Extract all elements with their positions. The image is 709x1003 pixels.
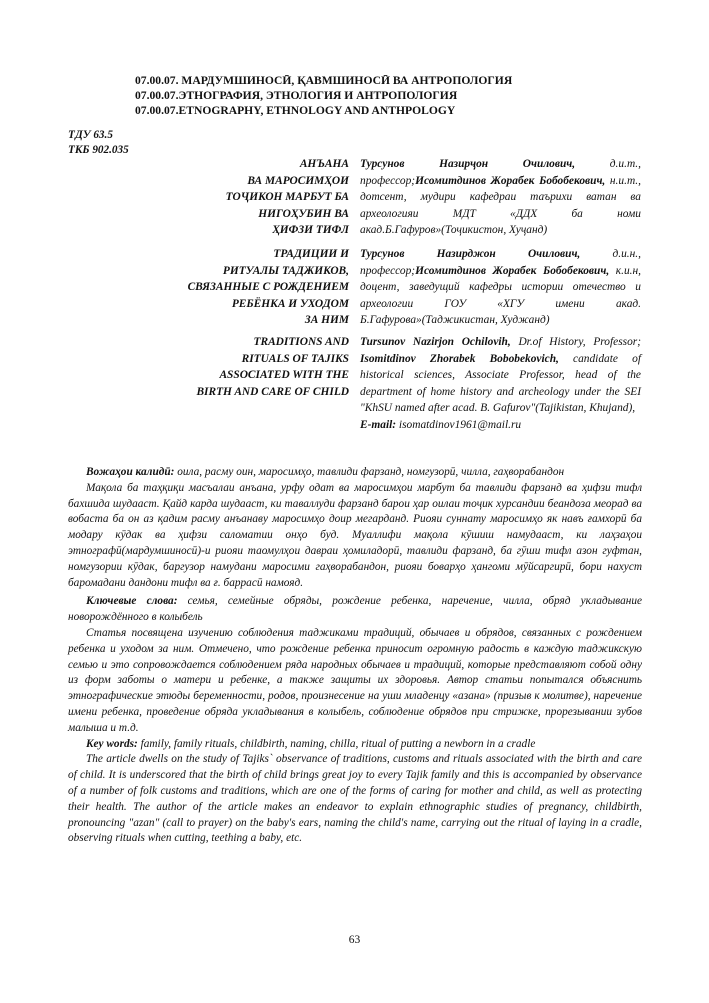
bbk-code: ТКБ 902.035	[68, 144, 129, 156]
abstract-tajik: Мақола ба таҳқиқи масъалаи анъана, урфу одат ва маросимҳои марбут ба тавлиди фарзанд ва ҳифзи тифл бахшида шудааст. Қайд карда шудааст, ки таваллуди фарзанд барои ҳар оилаи тоҷик хурсандии беандоза меорад ва вобаста ба он аз қадим расму анъанаву маросимҳо доир мегарданд. Риояи суннату маросимҳо як навъ ғамхорӣ ба модару кӯдак ва ҳифзи саломатии онҳо буд. Муаллифи мақола кӯшиш намудааст, ки лаҳзаҳои этнографӣ(мардумшиносӣ)-и риояи таомулҳои давраи ҳомиладорӣ, тавлиди фарзанд, ба гӯши тифл азон гуфтан, номгузории кӯдак, баргузор намудани маросими гаҳворабандон, риояи боварҳо ҳангоми мӯйсаргирӣ, бори нахуст баромадани дандони тифл ва ғ. баррасӣ намояд.	[68, 481, 642, 589]
author-name: Исомитдинов Жорабек Бобобекович,	[415, 174, 606, 187]
author-name: Tursunov Nazirjon Ochilovih,	[360, 336, 511, 348]
authors-english	[360, 334, 641, 433]
keywords-text: family, family rituals, childbirth, naming, chilla, ritual of putting a newborn in a cradle	[137, 737, 536, 750]
title-line: РИТУАЛЫ ТАДЖИКОВ,	[222, 264, 349, 277]
keywords-russian	[68, 594, 642, 626]
title-line: НИГОҲУБИН ВА	[258, 207, 349, 220]
keywords-label: Key words:	[86, 737, 138, 750]
author-degree: д.и.н., профессор;	[360, 248, 641, 277]
title-line: ТОҶИКОН МАРБУТ БА	[225, 191, 349, 203]
keywords-label: Ключевые слова:	[86, 595, 178, 608]
keywords-text: оила, расму оин, маросимҳо, тавлиди фарзанд, номгузорӣ, чилла, гаҳворабандон	[174, 466, 565, 478]
title-line: ТРАДИЦИИ И	[273, 248, 349, 260]
authors-tajik	[360, 156, 641, 239]
section-heading-russian: 07.00.07.ЭТНОГРАФИЯ, ЭТНОЛОГИЯ И АНТРОПОЛОГИЯ	[135, 89, 458, 102]
authors-russian	[360, 246, 641, 329]
title-russian	[140, 246, 349, 329]
title-line: BIRTH AND CARE OF CHILD	[196, 385, 349, 398]
email-address[interactable]: isomatdinov1961@mail.ru	[396, 418, 522, 431]
author-affiliation: candidate of historical sciences, Associate Professor, head of the department of home history and archeology under the SEI "KhSU named after acad. B. Gafurov"(Tajikistan, Khujand),	[360, 352, 641, 414]
section-heading-tajik: 07.00.07. МАРДУМШИНОСӢ, ҚАВМШИНОСӢ ВА АНТРОПОЛОГИЯ	[135, 74, 513, 87]
title-english	[140, 334, 349, 400]
keywords-label: Вожаҳои калидӣ:	[86, 466, 175, 478]
email-label: E-mail:	[360, 418, 397, 431]
keywords-tajik	[68, 465, 642, 481]
author-name: Исомитдинов Жорабек Бобобекович,	[415, 264, 610, 277]
keywords-english	[68, 737, 642, 753]
page-number: 63	[348, 934, 361, 946]
author-degree: Dr.of History, Professor;	[510, 336, 641, 348]
title-line: ASSOCIATED WITH THE	[219, 369, 349, 381]
title-line: СВЯЗАННЫЕ С РОЖДЕНИЕМ	[187, 281, 349, 293]
abstracts-section	[68, 465, 642, 847]
author-name: Турсунов Назирджон Очилович,	[360, 248, 581, 260]
author-name: Isomitdinov Zhorabek Bobobekovich,	[360, 352, 559, 365]
title-line: РЕБЁНКА И УХОДОМ	[231, 297, 349, 310]
udk-code: ТДУ 63.5	[68, 129, 113, 141]
title-line: TRADITIONS AND	[253, 336, 349, 348]
section-heading-english: 07.00.07.ETNOGRAPHY, ETHNOLOGY AND ANTHPOLOGY	[135, 104, 456, 117]
author-affiliation: к.и.н, доцент, заведущий кафедры истории отечество и археологии ГОУ «ХГУ имени акад. Б.Гафурова»(Таджикистан, Худжанд)	[360, 264, 641, 326]
title-line: АНЪАНА	[299, 158, 349, 170]
author-name: Турсунов Назирҷон Очилович,	[360, 158, 576, 170]
title-tajik	[140, 156, 349, 239]
abstract-english: The article dwells on the study of Tajiks` observance of traditions, customs and rituals associated with the birth and care of child. It is underscored that the birth of child brings great joy to every Tajik family and this is accompanied by observance of a number of folk customs and traditions, which are one of the forms of caring for mother and child, as well as protecting their health. The author of the article makes an endeavor to explain ethnographic studies of pregnancy, childbirth, pronouncing "azan" (call to prayer) on the baby's ears, naming the child's name, carrying out the ritual of laying in a cradle, observing rituals when cutting, teething a baby, etc.	[68, 753, 642, 845]
title-line: RITUALS OF TAJIKS	[241, 352, 349, 365]
author-degree: д.и.т., профессор;	[360, 158, 642, 187]
title-line: ЗА НИМ	[304, 314, 349, 326]
author-affiliation: н.и.т., дотсент, мудири кафедраи таърихи ватан ва археологияи МДТ «ДДХ ба номи акад.Б.Гафуров»(Тоҷикистон, Хуҷанд)	[360, 174, 642, 236]
abstract-russian: Статья посвящена изучению соблюдения таджиками традиций, обычаев и обрядов, связанных с рождением ребенка и уходом за ним. Отмечено, что рождение ребенка приносит огромную радость в каждую таджикскую семью и это сопровождается соблюдением ряда народных обычаев и традиций, которые представляют собой одну из форм заботы о матери и ребенке, а также защиты их здоровья. Автор статьи попытался объяснить этнографические этюды беременности, родов, произнесение на уши младенцу «азана» (призыв к молитве), наречение имени ребенка, проведение обряда укладывания в колыбель, соблюдение обрядов при стрижке, прорезывании зубов малыша и т.д.	[68, 626, 642, 734]
title-line: ҲИФЗИ ТИФЛ	[272, 224, 349, 236]
title-line: ВА МАРОСИМҲОИ	[247, 174, 349, 187]
keywords-text: семья, семейные обряды, рождение ребенка, наречение, чилла, обряд укладывание новорождённого в колыбель	[68, 595, 642, 624]
